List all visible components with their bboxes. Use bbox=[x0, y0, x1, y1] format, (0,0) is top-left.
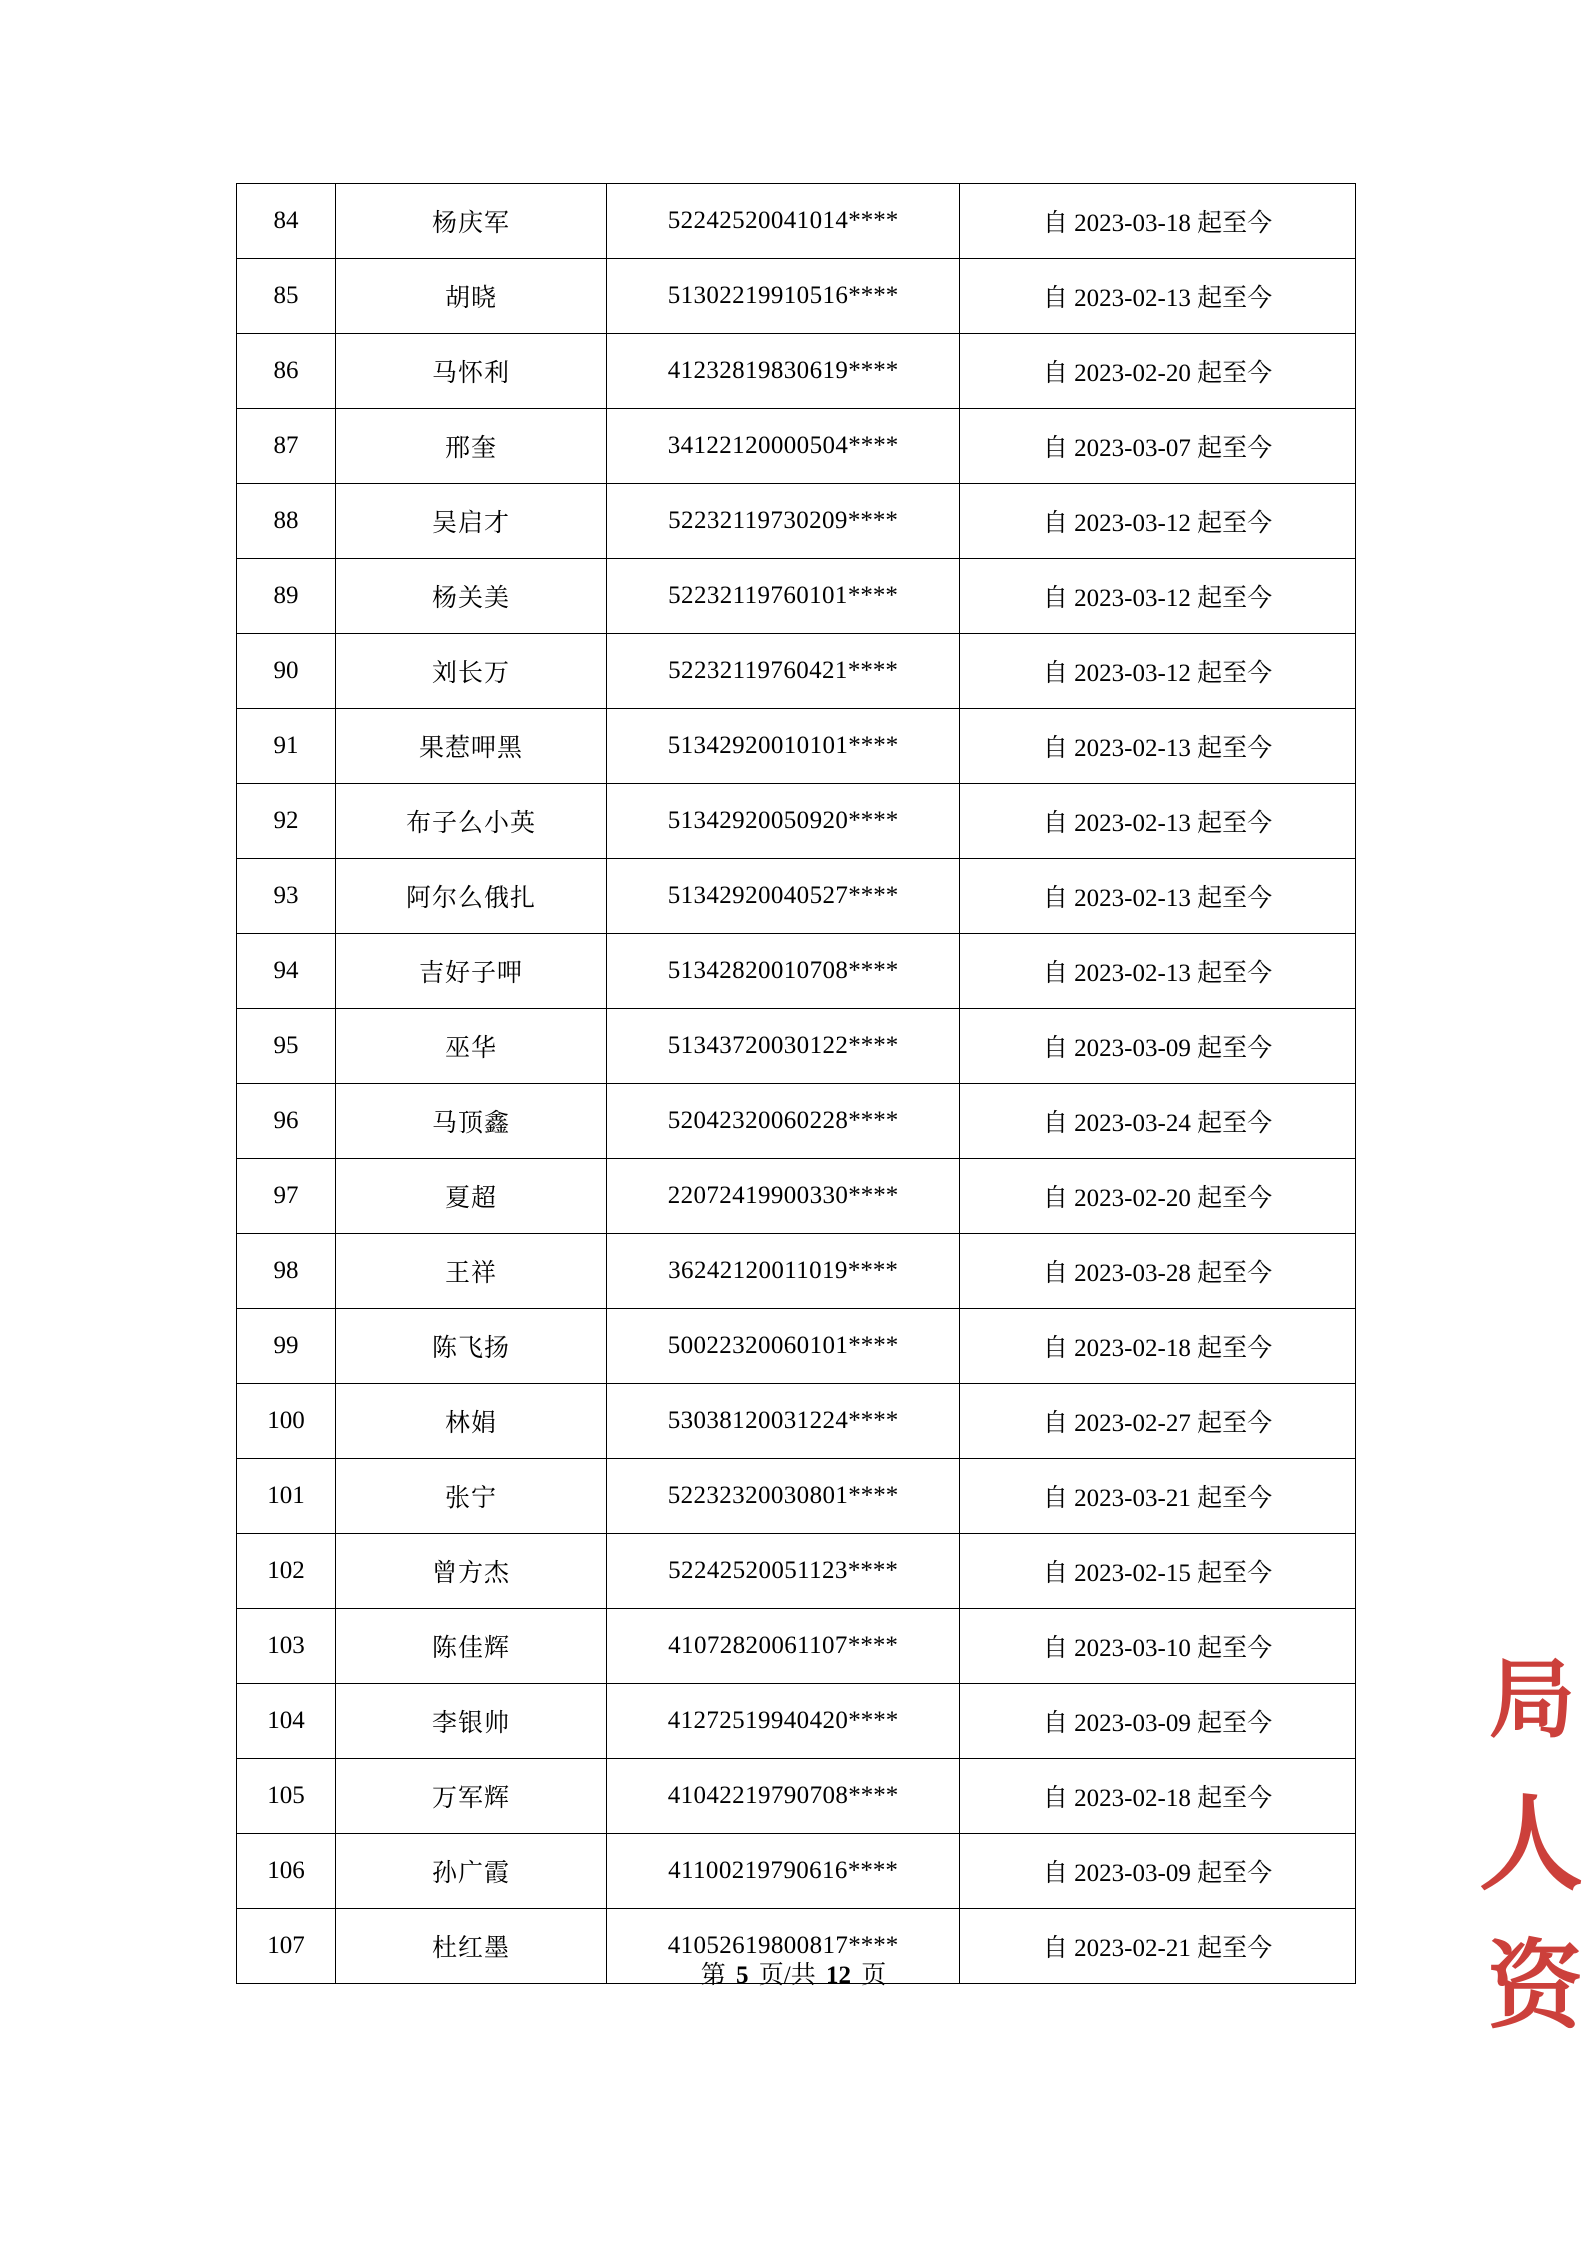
row-id-number bbox=[607, 1684, 960, 1759]
row-index: 90 bbox=[237, 634, 336, 709]
id-digits: 52242520051123 bbox=[668, 1557, 848, 1584]
row-name: 杨庆军 bbox=[336, 184, 607, 259]
id-digits: 53038120031224 bbox=[667, 1407, 849, 1434]
row-id-number bbox=[607, 1534, 960, 1609]
row-id-number bbox=[607, 1834, 960, 1909]
row-date-range: 自 2023-03-09 起至今 bbox=[960, 1834, 1356, 1909]
row-id-number bbox=[607, 1234, 960, 1309]
row-index: 94 bbox=[237, 934, 336, 1009]
footer-middle: 页/共 bbox=[758, 1962, 816, 1989]
id-mask: **** bbox=[847, 1557, 898, 1584]
seal-char-1: 局 bbox=[1489, 1652, 1575, 1748]
row-name: 果惹呷黑 bbox=[336, 709, 607, 784]
id-digits: 41272519940420 bbox=[667, 1707, 849, 1734]
id-mask: **** bbox=[848, 1782, 899, 1809]
row-id-number bbox=[607, 1759, 960, 1834]
row-date-range: 自 2023-03-28 起至今 bbox=[960, 1234, 1356, 1309]
id-digits: 51342920010101 bbox=[667, 732, 849, 759]
row-index: 95 bbox=[237, 1009, 336, 1084]
row-name: 杨关美 bbox=[336, 559, 607, 634]
row-date-range: 自 2023-03-12 起至今 bbox=[960, 559, 1356, 634]
id-digits: 52232320030801 bbox=[667, 1482, 849, 1509]
row-date-range: 自 2023-02-13 起至今 bbox=[960, 859, 1356, 934]
id-digits: 52232119760421 bbox=[668, 657, 848, 684]
row-index: 91 bbox=[237, 709, 336, 784]
row-date-range: 自 2023-03-18 起至今 bbox=[960, 184, 1356, 259]
id-mask: **** bbox=[847, 1632, 898, 1659]
row-name: 陈佳辉 bbox=[336, 1609, 607, 1684]
row-id-number bbox=[607, 409, 960, 484]
table-row bbox=[237, 1759, 1356, 1834]
footer-total-pages: 12 bbox=[825, 1962, 851, 1989]
row-index: 101 bbox=[237, 1459, 336, 1534]
table-row bbox=[237, 1084, 1356, 1159]
row-index: 98 bbox=[237, 1234, 336, 1309]
row-name: 王祥 bbox=[336, 1234, 607, 1309]
row-index: 100 bbox=[237, 1384, 336, 1459]
id-mask: **** bbox=[848, 1932, 899, 1959]
id-mask: **** bbox=[848, 882, 899, 909]
table-row bbox=[237, 409, 1356, 484]
table-row bbox=[237, 1234, 1356, 1309]
table-row bbox=[237, 1009, 1356, 1084]
id-digits: 51342820010708 bbox=[667, 957, 849, 984]
table-row bbox=[237, 1159, 1356, 1234]
table-row bbox=[237, 1684, 1356, 1759]
id-digits: 41042219790708 bbox=[667, 1782, 849, 1809]
row-id-number bbox=[607, 784, 960, 859]
table-row bbox=[237, 334, 1356, 409]
row-id-number bbox=[607, 559, 960, 634]
row-name: 陈飞扬 bbox=[336, 1309, 607, 1384]
row-index: 88 bbox=[237, 484, 336, 559]
row-index: 97 bbox=[237, 1159, 336, 1234]
seal-inner bbox=[1437, 1620, 1587, 2070]
id-digits: 51302219910516 bbox=[667, 282, 849, 309]
row-id-number bbox=[607, 1384, 960, 1459]
id-mask: **** bbox=[848, 357, 899, 384]
id-digits: 52042320060228 bbox=[667, 1107, 849, 1134]
row-name: 马怀利 bbox=[336, 334, 607, 409]
red-seal-stamp bbox=[1437, 1620, 1587, 2070]
id-mask: **** bbox=[847, 582, 898, 609]
row-date-range: 自 2023-02-13 起至今 bbox=[960, 784, 1356, 859]
row-id-number bbox=[607, 1084, 960, 1159]
table-row bbox=[237, 1459, 1356, 1534]
row-id-number bbox=[607, 1009, 960, 1084]
id-digits: 41232819830619 bbox=[667, 357, 849, 384]
id-digits: 50022320060101 bbox=[667, 1332, 849, 1359]
row-name: 马顶鑫 bbox=[336, 1084, 607, 1159]
row-date-range: 自 2023-02-13 起至今 bbox=[960, 259, 1356, 334]
id-digits: 34122120000504 bbox=[667, 432, 849, 459]
footer-current-page: 5 bbox=[736, 1962, 749, 1989]
row-id-number bbox=[607, 934, 960, 1009]
table-row bbox=[237, 1609, 1356, 1684]
row-date-range: 自 2023-03-07 起至今 bbox=[960, 409, 1356, 484]
id-mask: **** bbox=[848, 282, 899, 309]
row-name: 孙广霞 bbox=[336, 1834, 607, 1909]
seal-char-3: 资 bbox=[1487, 1933, 1583, 2040]
row-date-range: 自 2023-02-27 起至今 bbox=[960, 1384, 1356, 1459]
id-mask: **** bbox=[848, 432, 899, 459]
table-row bbox=[237, 1309, 1356, 1384]
table-body bbox=[237, 184, 1356, 1984]
row-index: 87 bbox=[237, 409, 336, 484]
row-index: 85 bbox=[237, 259, 336, 334]
row-name: 巫华 bbox=[336, 1009, 607, 1084]
row-index: 96 bbox=[237, 1084, 336, 1159]
table-row bbox=[237, 1534, 1356, 1609]
row-name: 刘长万 bbox=[336, 634, 607, 709]
row-id-number bbox=[607, 634, 960, 709]
seal-char-2: 人 bbox=[1479, 1788, 1584, 1903]
table-row bbox=[237, 259, 1356, 334]
row-id-number bbox=[607, 334, 960, 409]
id-mask: **** bbox=[848, 732, 899, 759]
table-row bbox=[237, 1384, 1356, 1459]
row-date-range: 自 2023-02-15 起至今 bbox=[960, 1534, 1356, 1609]
personnel-table bbox=[236, 183, 1356, 1984]
row-index: 102 bbox=[237, 1534, 336, 1609]
row-date-range: 自 2023-02-13 起至今 bbox=[960, 709, 1356, 784]
row-index: 106 bbox=[237, 1834, 336, 1909]
row-id-number bbox=[607, 1459, 960, 1534]
row-id-number bbox=[607, 1309, 960, 1384]
row-index: 104 bbox=[237, 1684, 336, 1759]
row-date-range: 自 2023-03-12 起至今 bbox=[960, 634, 1356, 709]
table-row bbox=[237, 934, 1356, 1009]
id-digits: 36242120011019 bbox=[668, 1257, 848, 1284]
id-mask: **** bbox=[848, 1332, 899, 1359]
row-name: 胡晓 bbox=[336, 259, 607, 334]
id-digits: 41052619800817 bbox=[667, 1932, 849, 1959]
id-mask: **** bbox=[848, 1182, 899, 1209]
row-index: 99 bbox=[237, 1309, 336, 1384]
row-date-range: 自 2023-03-10 起至今 bbox=[960, 1609, 1356, 1684]
id-mask: **** bbox=[847, 507, 898, 534]
row-index: 84 bbox=[237, 184, 336, 259]
row-index: 93 bbox=[237, 859, 336, 934]
footer-suffix: 页 bbox=[861, 1962, 887, 1989]
row-name: 万军辉 bbox=[336, 1759, 607, 1834]
id-digits: 52232119730209 bbox=[668, 507, 848, 534]
row-id-number bbox=[607, 709, 960, 784]
row-name: 布子么小英 bbox=[336, 784, 607, 859]
id-mask: **** bbox=[848, 957, 899, 984]
row-date-range: 自 2023-02-21 起至今 bbox=[960, 1909, 1356, 1984]
id-mask: **** bbox=[848, 1032, 899, 1059]
row-index: 86 bbox=[237, 334, 336, 409]
row-date-range: 自 2023-02-13 起至今 bbox=[960, 934, 1356, 1009]
row-index: 103 bbox=[237, 1609, 336, 1684]
row-date-range: 自 2023-03-09 起至今 bbox=[960, 1009, 1356, 1084]
id-digits: 52242520041014 bbox=[667, 207, 849, 234]
footer-prefix: 第 bbox=[700, 1962, 726, 1989]
row-name: 林娟 bbox=[336, 1384, 607, 1459]
row-name: 曾方杰 bbox=[336, 1534, 607, 1609]
id-digits: 51342920050920 bbox=[667, 807, 849, 834]
row-id-number bbox=[607, 859, 960, 934]
row-id-number bbox=[607, 1609, 960, 1684]
row-date-range: 自 2023-02-20 起至今 bbox=[960, 334, 1356, 409]
id-digits: 41100219790616 bbox=[668, 1857, 848, 1884]
id-digits: 41072820061107 bbox=[668, 1632, 848, 1659]
table-row bbox=[237, 184, 1356, 259]
id-mask: **** bbox=[848, 1107, 899, 1134]
row-name: 杜红墨 bbox=[336, 1909, 607, 1984]
id-mask: **** bbox=[848, 207, 899, 234]
id-mask: **** bbox=[847, 1857, 898, 1884]
row-id-number bbox=[607, 1159, 960, 1234]
id-mask: **** bbox=[848, 1482, 899, 1509]
table-row bbox=[237, 484, 1356, 559]
row-index: 89 bbox=[237, 559, 336, 634]
row-id-number bbox=[607, 484, 960, 559]
id-digits: 51342920040527 bbox=[667, 882, 849, 909]
personnel-table-container bbox=[236, 183, 1351, 1984]
table-row bbox=[237, 784, 1356, 859]
row-date-range: 自 2023-03-12 起至今 bbox=[960, 484, 1356, 559]
id-mask: **** bbox=[848, 1407, 899, 1434]
table-row bbox=[237, 709, 1356, 784]
table-row bbox=[237, 1834, 1356, 1909]
id-mask: **** bbox=[847, 657, 898, 684]
table-row bbox=[237, 859, 1356, 934]
id-digits: 51343720030122 bbox=[667, 1032, 849, 1059]
id-mask: **** bbox=[848, 807, 899, 834]
row-name: 张宁 bbox=[336, 1459, 607, 1534]
row-date-range: 自 2023-02-20 起至今 bbox=[960, 1159, 1356, 1234]
row-id-number bbox=[607, 259, 960, 334]
row-index: 107 bbox=[237, 1909, 336, 1984]
row-date-range: 自 2023-02-18 起至今 bbox=[960, 1759, 1356, 1834]
row-index: 105 bbox=[237, 1759, 336, 1834]
row-date-range: 自 2023-03-24 起至今 bbox=[960, 1084, 1356, 1159]
page-footer bbox=[0, 1955, 1587, 1991]
id-mask: **** bbox=[847, 1257, 898, 1284]
table-row bbox=[237, 559, 1356, 634]
row-name: 邢奎 bbox=[336, 409, 607, 484]
id-digits: 22072419900330 bbox=[667, 1182, 849, 1209]
table-row bbox=[237, 634, 1356, 709]
row-date-range: 自 2023-02-18 起至今 bbox=[960, 1309, 1356, 1384]
row-name: 夏超 bbox=[336, 1159, 607, 1234]
id-digits: 52232119760101 bbox=[668, 582, 848, 609]
row-name: 阿尔么俄扎 bbox=[336, 859, 607, 934]
row-name: 吴启才 bbox=[336, 484, 607, 559]
id-mask: **** bbox=[848, 1707, 899, 1734]
row-date-range: 自 2023-03-21 起至今 bbox=[960, 1459, 1356, 1534]
row-name: 吉好子呷 bbox=[336, 934, 607, 1009]
row-date-range: 自 2023-03-09 起至今 bbox=[960, 1684, 1356, 1759]
row-index: 92 bbox=[237, 784, 336, 859]
row-name: 李银帅 bbox=[336, 1684, 607, 1759]
row-id-number bbox=[607, 184, 960, 259]
